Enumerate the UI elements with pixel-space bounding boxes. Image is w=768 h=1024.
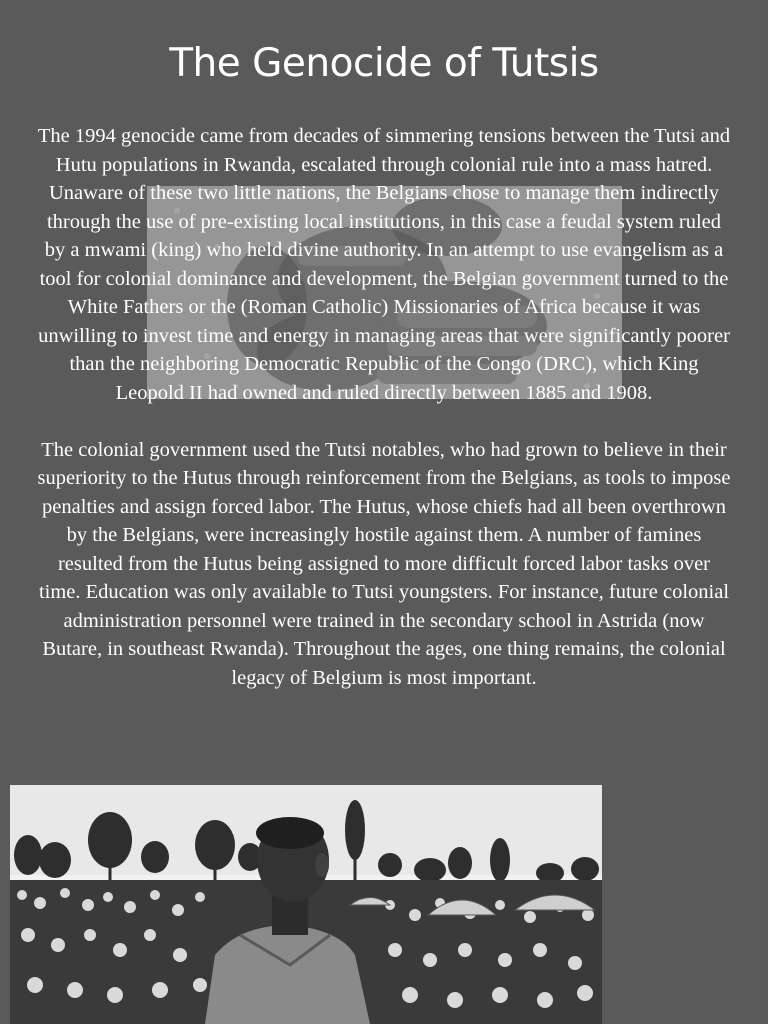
- paragraph-belgian-rule: Unaware of these two little nations, the Belgians chose to manage them indirectly through the use of pre-existing local institutions, in this case a feudal system ruled by a mwami (king) who held divine authority. In an attempt to use evangelism as a tool for colonial dominance and development, the Belgian government turned to the White Fathers or the (Roman Catholic) Missionaries of Africa because it was unwilling to invest time and energy in managing areas that were significantly poorer than the neighboring Democratic Republic of the Congo (DRC), which King Leopold II had owned and ruled directly between 1885 and 1908.: [38, 182, 730, 404]
- crowd-photo: [10, 785, 602, 1024]
- paragraph-spacer: [36, 407, 732, 436]
- page-title: The Genocide of Tutsis: [169, 41, 599, 86]
- article-body: [36, 122, 732, 692]
- paragraph-colonial-government: The colonial government used the Tutsi notables, who had grown to believe in their superiority to the Hutus through reinforcement from the Belgians, as tools to impose penalties and assign forced labor. The Hutus, whose chiefs had all been overthrown by the Belgians, were increasingly hostile against them. A number of famines resulted from the Hutus being assigned to more difficult forced labor tasks over time. Education was only available to Tutsi youngsters. For instance, future colonial administration personnel were trained in the secondary school in Astrida (now Butare, in southeast Rwanda). Throughout the ages, one thing remains, the colonial legacy of Belgium is most important.: [37, 438, 731, 689]
- paragraph-intro: The 1994 genocide came from decades of simmering tensions between the Tutsi and Hutu populations in Rwanda, escalated through colonial rule into a mass hatred.: [37, 125, 731, 176]
